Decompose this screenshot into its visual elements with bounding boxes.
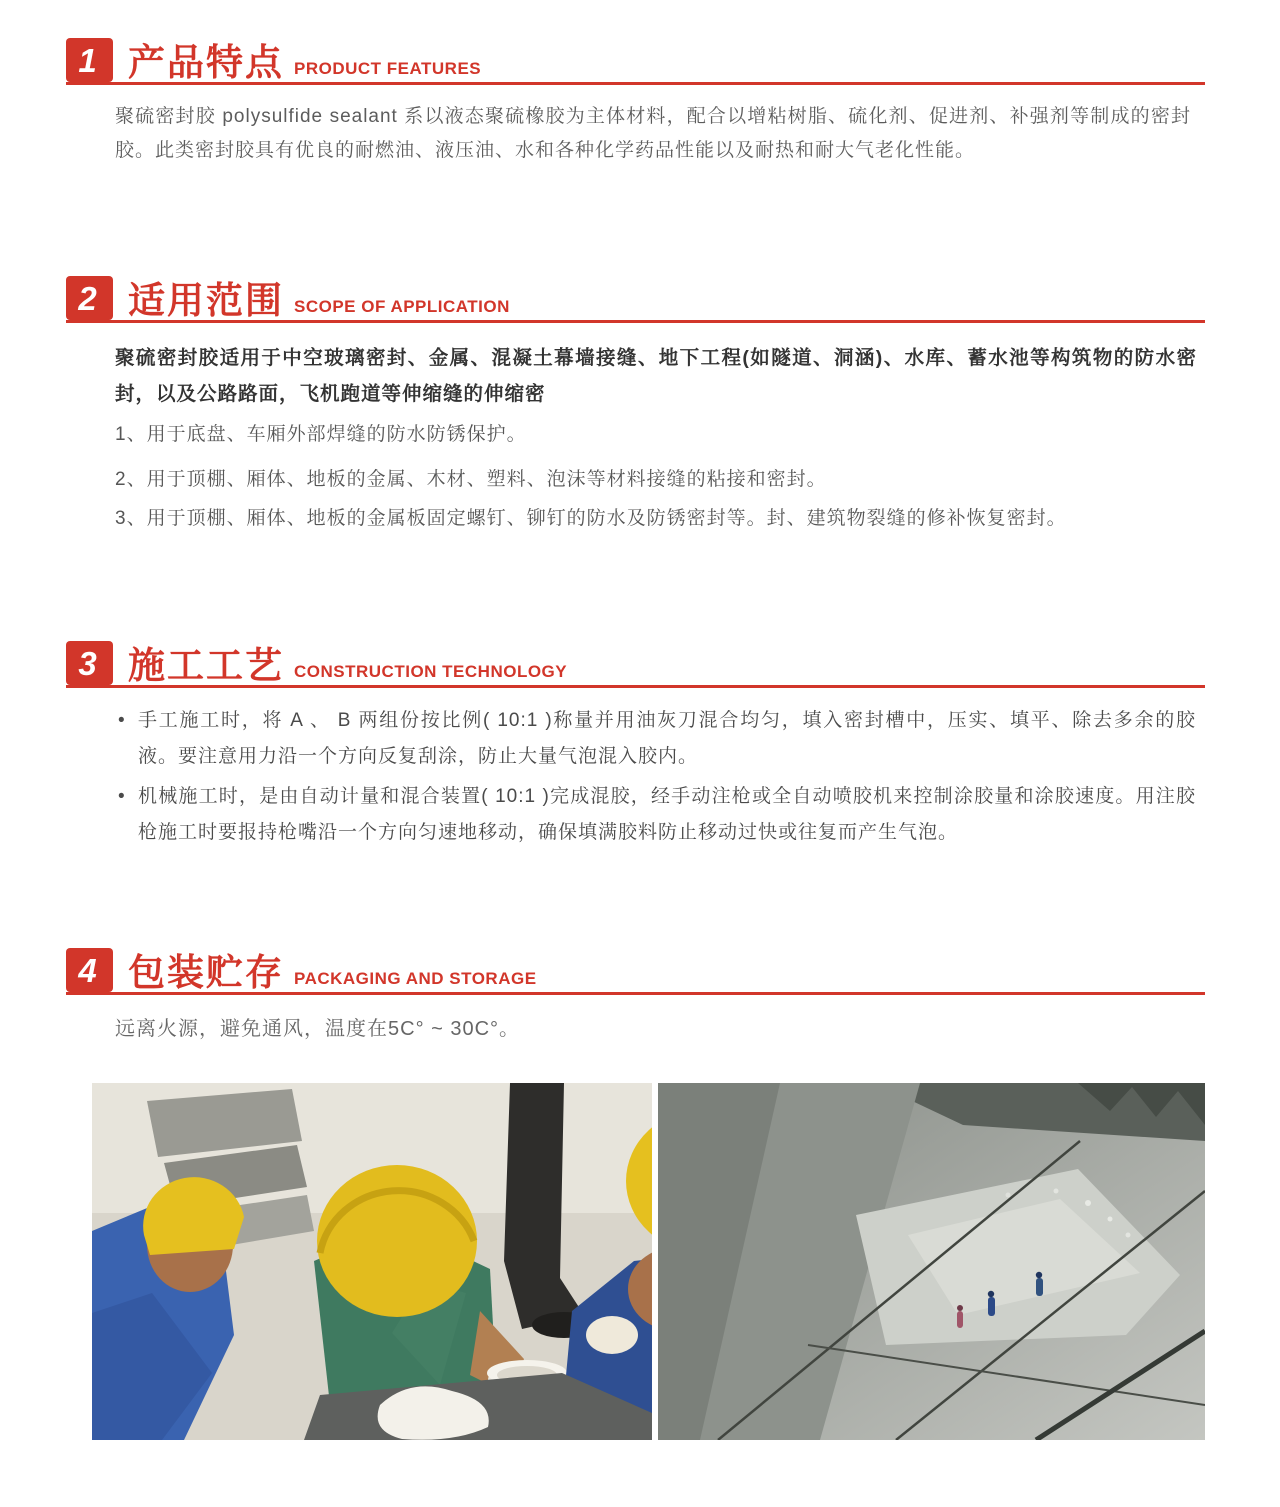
- section-2-intro: 聚硫密封胶适用于中空玻璃密封、金属、混凝土幕墙接缝、地下工程(如隧道、洞涵)、水库、蓄水池等构筑物的防水密封，以及公路路面，飞机跑道等伸缩缝的伸缩密: [115, 347, 1197, 405]
- section-1-title-en: PRODUCT FEATURES: [294, 59, 482, 78]
- section-1-number: 1: [78, 41, 97, 79]
- dam-slope-illustration: [658, 1083, 1205, 1440]
- concrete-slope-expansion-joints-photo: [658, 1083, 1205, 1440]
- section-1-product-features: [66, 38, 1205, 85]
- section-4-header: [66, 948, 1205, 995]
- section-4-paragraph: 远离火源，避免通风，温度在5C° ~ 30C°。: [115, 1018, 521, 1040]
- bullet-item: • 手工施工时，将 A 、 B 两组份按比例( 10:1 )称量并用油灰刀混合均匀，填入密封槽中，压实、填平、除去多余的胶液。要注意用力沿一个方向反复刮涂，防止大量气泡混入胶内。: [118, 703, 1196, 775]
- section-3-number-badge: [66, 641, 113, 685]
- section-4-title-zh: 包装贮存: [128, 952, 284, 993]
- section-4-number-badge: [66, 948, 113, 992]
- list-item: 3、用于顶棚、厢体、地板的金属板固定螺钉、铆钉的防水及防锈密封等。封、建筑物裂缝的修补恢复密封。: [115, 508, 1067, 529]
- section-1-paragraph: 聚硫密封胶 polysulfide sealant 系以液态聚硫橡胶为主体材料，配合以增粘树脂、硫化剂、促进剂、补强剂等制成的密封胶。此类密封胶具有优良的耐燃油、液压油、水和各种化学药品性能以及耐热和耐大气老化性能。: [115, 106, 1191, 161]
- section-1-header: [66, 38, 1205, 85]
- section-2-number: 2: [78, 279, 97, 317]
- section-3-number: 3: [78, 644, 97, 682]
- section-3-bullets: [118, 703, 1196, 851]
- workers-applying-sealant-photo: [92, 1083, 652, 1440]
- section-1-title-zh: 产品特点: [128, 42, 284, 83]
- section-3-header: [66, 641, 1205, 688]
- section-2-title-zh: 适用范围: [128, 280, 284, 321]
- section-4-number: 4: [78, 951, 97, 989]
- bullet-item: • 机械施工时，是由自动计量和混合装置( 10:1 )完成混胶，经手动注枪或全自动喷胶机来控制涂胶量和涂胶速度。用注胶枪施工时要报持枪嘴沿一个方向匀速地移动，确保填满胶料防止移动过快或往复而产生气泡。: [118, 779, 1196, 851]
- section-2-number-badge: [66, 276, 113, 320]
- section-3-construction-technology: [66, 641, 1205, 688]
- list-item: 1、用于底盘、车厢外部焊缝的防水防锈保护。: [115, 424, 527, 445]
- section-1-number-badge: [66, 38, 113, 82]
- section-4-title-en: PACKAGING AND STORAGE: [294, 969, 537, 988]
- list-item: 2、用于顶棚、厢体、地板的金属、木材、塑料、泡沫等材料接缝的粘接和密封。: [115, 469, 827, 490]
- section-4-packaging-and-storage: [66, 948, 1205, 995]
- sealant-work-illustration: [92, 1083, 652, 1440]
- section-2-header: [66, 276, 1205, 323]
- section-2-title-en: SCOPE OF APPLICATION: [294, 297, 510, 316]
- section-2-scope-of-application: [66, 276, 1205, 323]
- section-2-list: [115, 420, 1197, 534]
- section-3-title-en: CONSTRUCTION TECHNOLOGY: [294, 662, 568, 681]
- section-3-title-zh: 施工工艺: [128, 645, 284, 686]
